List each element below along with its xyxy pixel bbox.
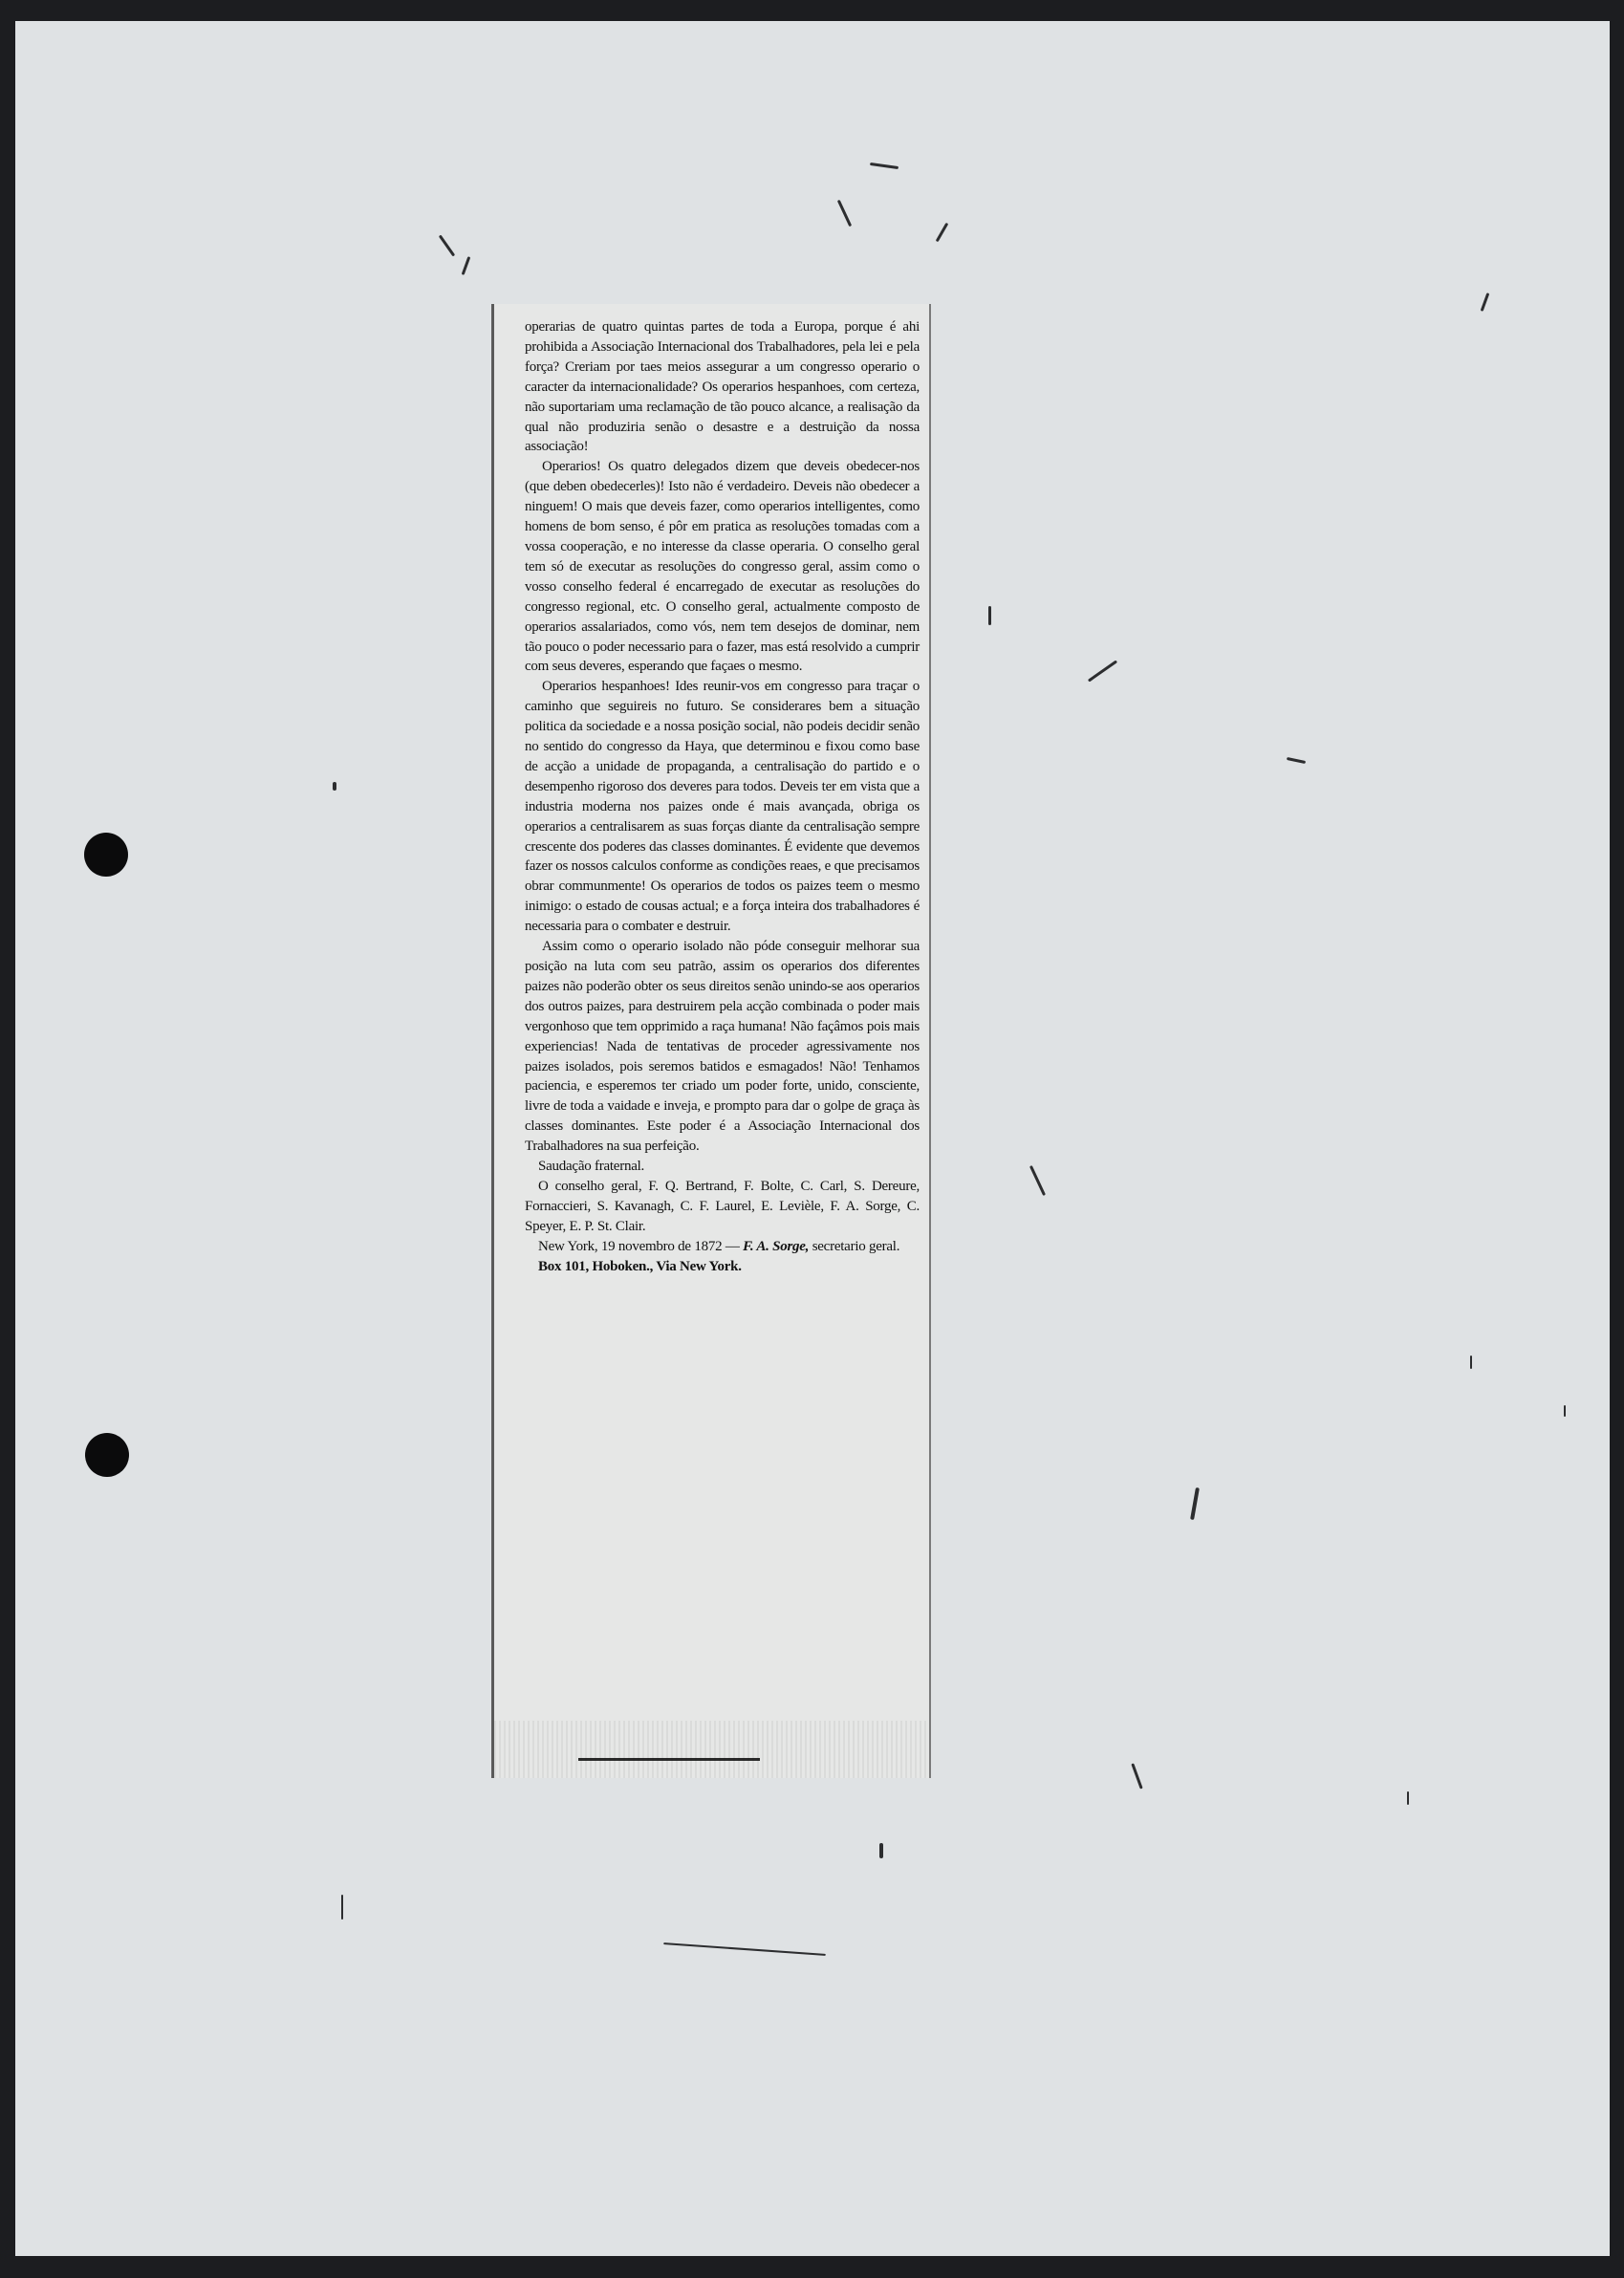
postal-address: Box 101, Hoboken., Via New York. — [538, 1258, 742, 1274]
closing-rule — [578, 1758, 760, 1761]
speck-mark — [663, 1942, 826, 1956]
secretary-title: secretario geral. — [812, 1238, 900, 1254]
salutation: Saudação fraternal. — [538, 1159, 645, 1175]
punch-hole — [84, 833, 128, 877]
newspaper-clipping — [491, 304, 931, 1778]
speck-mark — [439, 234, 455, 256]
clipping-paragraph: operarias de quatro quintas partes de toda a Europa, porque é ahi prohibida a Associação Internacional dos Trabalhadores, pela lei e pela força? Creriam por taes meios assegurar a um congresso operario o caracter da internacionalidade? Os operarios hespanhoes, com certeza, não suportariam uma reclamação de tão pouco alcance, a realisação da qual não produziria senão o desastre e a destruição da nossa associação! — [525, 319, 920, 455]
speck-mark — [1190, 1487, 1200, 1520]
speck-mark — [1287, 757, 1306, 764]
clipping-paragraph: Assim como o operario isolado não póde conseguir melhorar sua posição na luta com seu patrão, assim os operarios dos diferentes paizes não poderão obter os seus direitos senão unindo-se aos operarios dos outros paizes, para destruirem pela acção combinada o poder mais vergonhoso que tem opprimido a raça humana! Não façâmos pois mais experiencias! Nada de tentativas de proceder agressivamente nos paizes isolados, pois seremos batidos e esmagados! Não! Tenhamos paciencia, e esperemos ter criado um poder forte, unido, consciente, livre de toda a vaidade e inveja, e prompto para dar o golpe de graça às classes dominantes. Este poder é a Associação Internacional dos Trabalhadores na sua perfeição. — [525, 939, 920, 1155]
secretary-name: F. A. Sorge, — [743, 1238, 810, 1254]
speck-mark — [837, 200, 852, 227]
date-place: New York, 19 novembro de 1872 — — [538, 1238, 740, 1254]
clipping-paragraph: Operarios! Os quatro delegados dizem que deveis obedecer-nos (que deben obedecerles)! Isto não é verdadeiro. Deveis não obedecer a ninguem! O mais que deveis fazer, como operarios intelligentes, como homens de bom senso, é pôr em pratica as resoluções tomadas com a vossa cooperação, e no interesse da classe operaria. O conselho geral tem só de executar as resoluções do congresso geral, assim como o vosso conselho federal é encarregado de executar as resoluções do congresso regional, etc. O conselho geral, actualmente composto de operarios assalariados, como vós, nem tem desejos de dominar, nem tão pouco o poder necessario para o fazer, mas está resolvido a cumprir com seus deveres, esperando que façaes o mesmo. — [525, 459, 920, 675]
speck-mark — [936, 223, 949, 243]
speck-mark — [870, 163, 899, 169]
speck-mark — [462, 256, 471, 275]
speck-mark — [1029, 1165, 1046, 1196]
clipping-paragraph: Operarios hespanhoes! Ides reunir-vos em congresso para traçar o caminho que seguireis no futuro. Se considerares bem a situação politica da sociedade e a nossa posição social, não podeis decidir senão no sentido do congresso da Haya, que determinou e fixou como base de acção a unidade de propaganda, a centralisação do partido e o desempenho rigoroso dos deveres para todos. Deveis ter em vista que a industria moderna nos paizes onde é mais avançada, obriga os operarios a centralisarem as suas forças diante da centralisação sempre crescente dos poderes das classes dominantes. É evidente que devemos fazer os nossos calculos conforme as condições reaes, e que precisamos obrar communmente! Os operarios de todos os paizes teem o mesmo inimigo: o estado de cousas actual; e a força inteira dos trabalhadores é necessaria para o combater e destruir. — [525, 679, 920, 935]
speck-mark — [1481, 293, 1490, 312]
speck-mark — [1088, 660, 1117, 682]
speck-mark — [341, 1895, 343, 1920]
speck-mark — [988, 606, 991, 625]
speck-mark — [879, 1843, 883, 1858]
speck-mark — [1407, 1791, 1409, 1805]
speck-mark — [1131, 1763, 1142, 1789]
speck-mark — [1564, 1405, 1566, 1417]
speck-mark — [1470, 1356, 1472, 1369]
punch-hole — [85, 1433, 129, 1477]
speck-mark — [333, 782, 336, 791]
signatories: O conselho geral, F. Q. Bertrand, F. Bolte, C. Carl, S. Dereure, Fornaccieri, S. Kavanagh, C. F. Laurel, E. Levièle, F. A. Sorge, C. Speyer, E. P. St. Clair. — [525, 1178, 920, 1234]
date-place-line — [525, 1237, 920, 1257]
